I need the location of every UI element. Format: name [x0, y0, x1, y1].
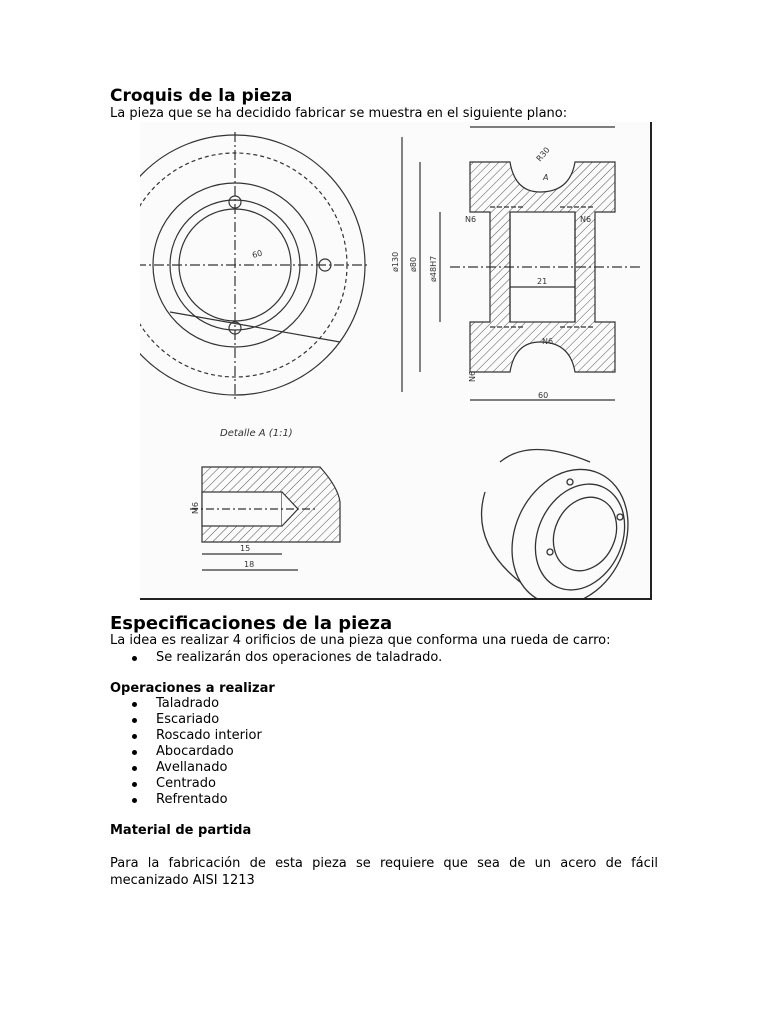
technical-drawing — [140, 122, 652, 600]
dim-label: A — [543, 173, 549, 182]
operaciones-list — [110, 696, 262, 808]
dim-label: 60 — [538, 391, 549, 400]
list-item: Escariado — [110, 712, 262, 728]
dim-label: N6 — [580, 215, 592, 224]
especificaciones-intro: La idea es realizar 4 orificios de una pieza que conforma una rueda de carro: — [110, 633, 611, 648]
dim-label: N6 — [542, 337, 554, 346]
dim-label: 21 — [537, 277, 548, 286]
list-item: Se realizarán dos operaciones de taladrado. — [110, 650, 442, 666]
dim-label: R30 — [534, 145, 552, 164]
list-item: Taladrado — [110, 696, 262, 712]
list-item: Roscado interior — [110, 728, 262, 744]
detail-label: Detalle A (1:1) — [220, 428, 293, 439]
section-title-especificaciones: Especificaciones de la pieza — [110, 613, 393, 634]
isometric-view — [482, 450, 650, 599]
list-item: Refrentado — [110, 792, 262, 808]
dim-label: 18 — [244, 560, 255, 569]
dim-label: 15 — [240, 544, 251, 553]
section-title-croquis: Croquis de la pieza — [110, 86, 293, 106]
list-item: Abocardado — [110, 744, 262, 760]
dim-label: ø48H7 — [429, 255, 438, 282]
croquis-intro: La pieza que se ha decidido fabricar se muestra en el siguiente plano: — [110, 106, 568, 121]
material-heading: Material de partida — [110, 823, 252, 838]
list-item: Centrado — [110, 776, 262, 792]
dim-label: ø130 — [391, 251, 400, 272]
detail-view — [190, 467, 340, 570]
dim-label: N6 — [465, 215, 477, 224]
especificaciones-list — [110, 650, 442, 666]
list-item: Avellanado — [110, 760, 262, 776]
front-view — [140, 132, 370, 402]
dim-label: M6 — [191, 502, 200, 514]
dim-label: 60 — [251, 248, 264, 260]
material-text: Para la fabricación de esta pieza se requiere que sea de un acero de fácil mecanizado AISI 1213 — [110, 856, 658, 888]
dim-label: N6 — [468, 370, 477, 382]
operaciones-heading: Operaciones a realizar — [110, 681, 275, 696]
dim-label: ø80 — [409, 256, 418, 272]
